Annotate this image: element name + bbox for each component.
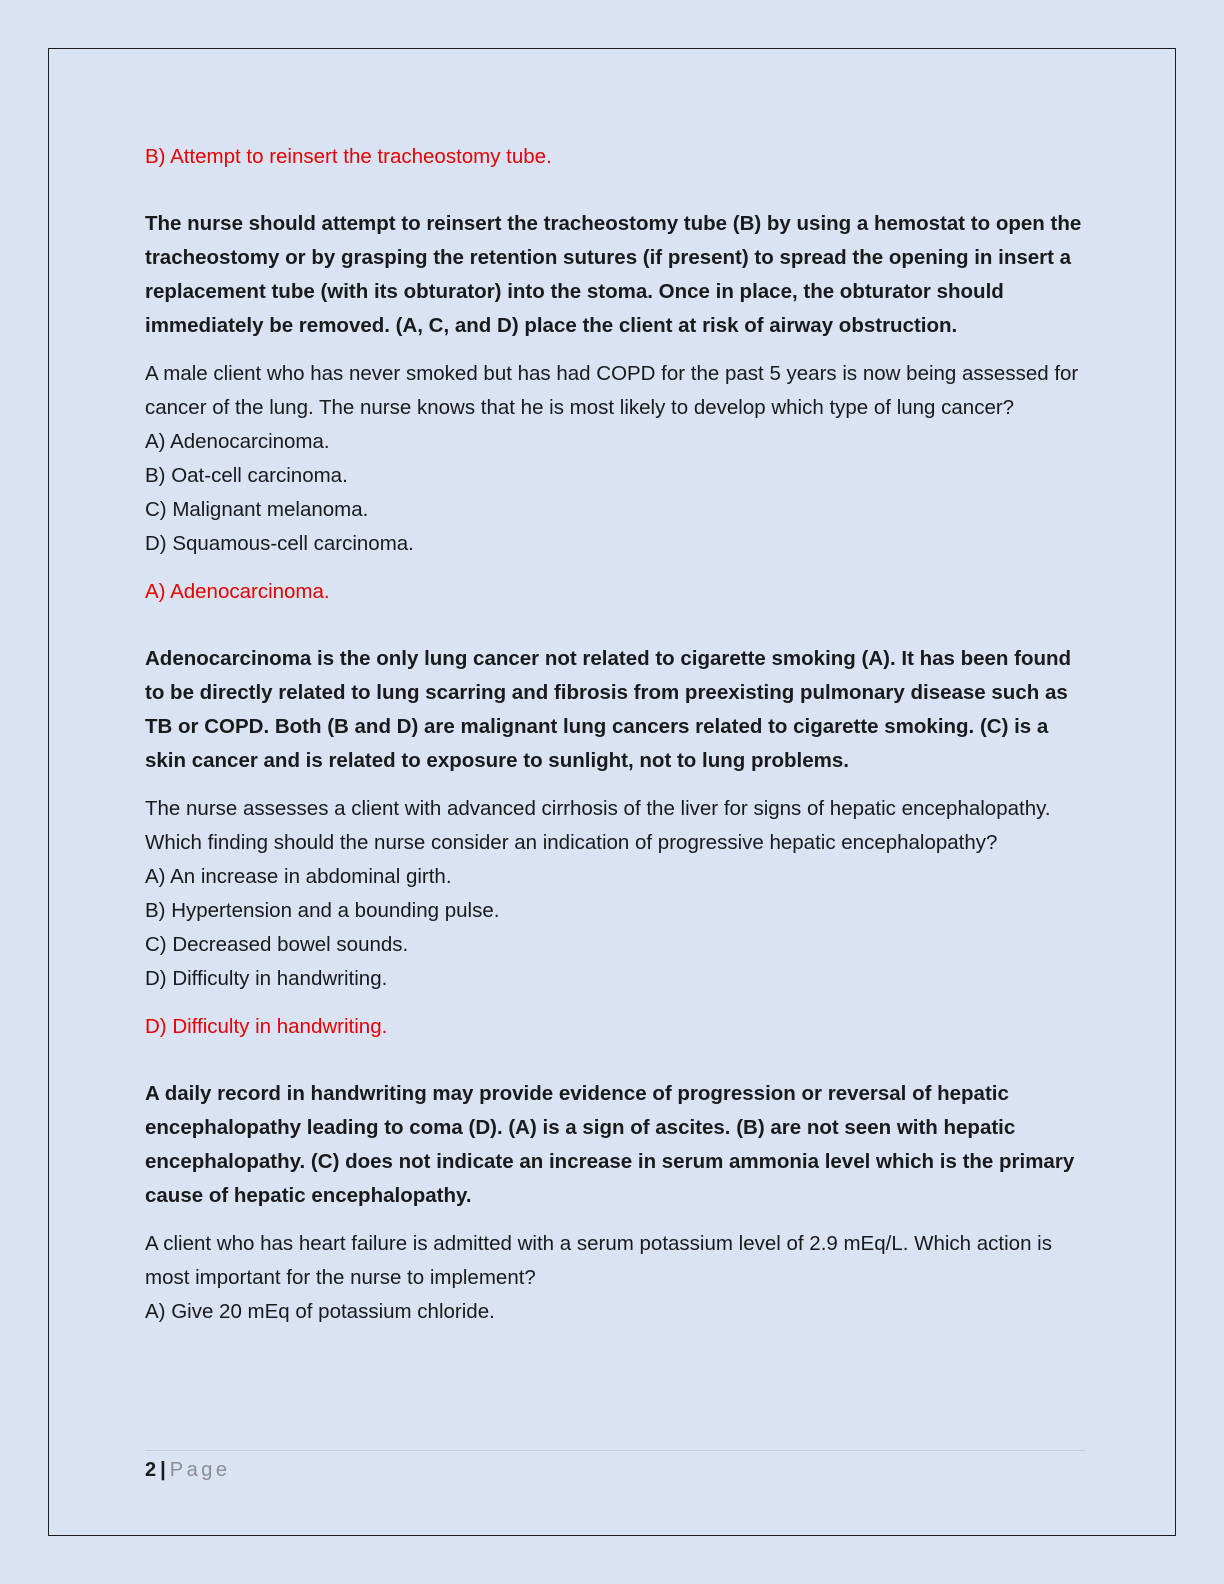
option-item: B) Oat-cell carcinoma. <box>145 464 348 487</box>
rationale-1: The nurse should attempt to reinsert the tracheostomy tube (B) by using a hemostat to open the tracheostomy or by grasping the retention sutures (if present) to spread the opening in insert a replacement tube (with its obturator) into the stoma. Once in place, the obturator should immediately be removed. (A, C, and D) place the client at risk of airway obstruction. <box>145 212 1082 337</box>
answer-3: D) Difficulty in handwriting. <box>145 1015 388 1038</box>
footer-separator: | <box>160 1459 166 1481</box>
question-4: A client who has heart failure is admitted with a serum potassium level of 2.9 mEq/L. Which action is most important for the nurse to implement? <box>145 1232 1052 1289</box>
question-3-options <box>145 860 1085 996</box>
page-footer <box>145 1455 230 1485</box>
option-item: C) Malignant melanoma. <box>145 498 369 521</box>
answer-1: B) Attempt to reinsert the tracheostomy tube. <box>145 145 552 168</box>
option-item: A) Give 20 mEq of potassium chloride. <box>145 1300 495 1323</box>
question-2-options <box>145 425 1085 561</box>
rationale-3: A daily record in handwriting may provide evidence of progression or reversal of hepatic encephalopathy leading to coma (D). (A) is a sign of ascites. (B) are not seen with hepatic encephalopathy. (C) does not indicate an increase in serum ammonia level which is the primary cause of hepatic encephalopathy. <box>145 1082 1075 1207</box>
question-3: The nurse assesses a client with advanced cirrhosis of the liver for signs of hepatic encephalopathy. Which finding should the nurse consider an indication of progressive hepatic encephalopathy? <box>145 797 1051 854</box>
footer-divider <box>145 1450 1085 1451</box>
option-item: A) Adenocarcinoma. <box>145 430 330 453</box>
rationale-2: Adenocarcinoma is the only lung cancer not related to cigarette smoking (A). It has been found to be directly related to lung scarring and fibrosis from preexisting pulmonary disease such as TB or COPD. Both (B and D) are malignant lung cancers related to cigarette smoking. (C) is a skin cancer and is related to exposure to sunlight, not to lung problems. <box>145 647 1072 772</box>
option-item: A) An increase in abdominal girth. <box>145 865 452 888</box>
option-item: D) Difficulty in handwriting. <box>145 967 388 990</box>
option-item: D) Squamous-cell carcinoma. <box>145 532 414 555</box>
question-4-options <box>145 1295 1085 1329</box>
answer-2: A) Adenocarcinoma. <box>145 580 330 603</box>
document-body <box>145 140 1085 1343</box>
page-label: Page <box>169 1459 231 1481</box>
page-number: 2 <box>145 1459 157 1481</box>
option-item: C) Decreased bowel sounds. <box>145 933 409 956</box>
question-2: A male client who has never smoked but has had COPD for the past 5 years is now being assessed for cancer of the lung. The nurse knows that he is most likely to develop which type of lung cancer? <box>145 362 1079 419</box>
option-item: B) Hypertension and a bounding pulse. <box>145 899 500 922</box>
